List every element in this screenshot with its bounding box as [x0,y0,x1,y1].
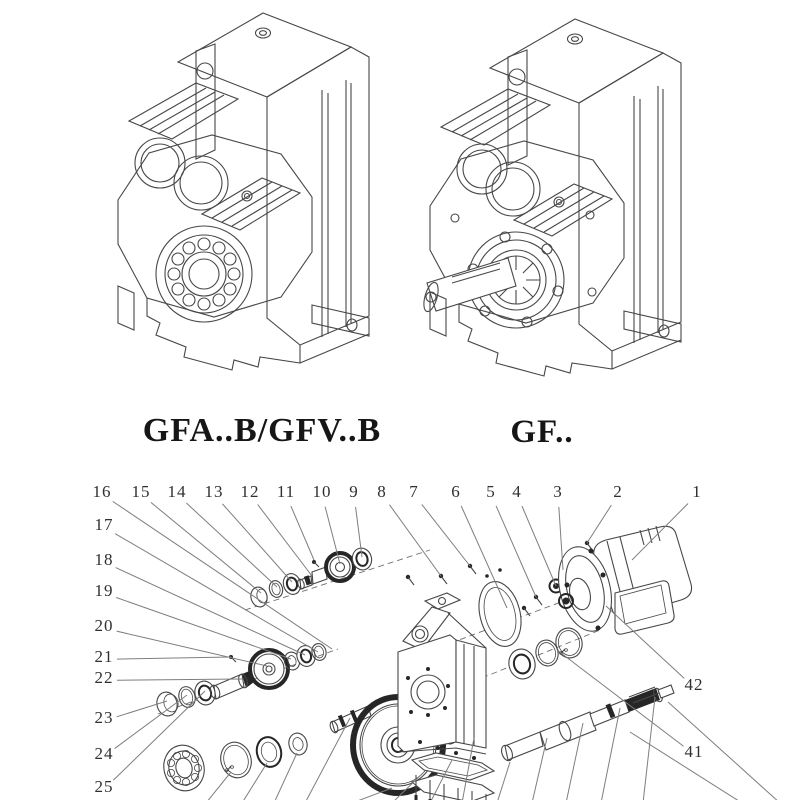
leader-line [559,507,563,570]
callout-label-7: 7 [409,482,419,501]
leader-line [389,505,441,576]
leader-line [151,502,261,593]
callout-label-12: 12 [240,482,260,501]
leader-line [115,695,187,749]
leader-line [117,631,267,666]
input-shaft-assembly [249,546,374,609]
callout-label-17: 17 [94,515,114,534]
leader-line [497,762,510,800]
callout-label-8: 8 [377,482,387,501]
leader-line [117,679,242,680]
leader-line [258,505,312,576]
callout-label-9: 9 [349,482,359,501]
leader-line [422,504,470,566]
caption-left-model: GFA..B/GFV..B [142,412,382,449]
leader-line [206,772,231,800]
callout-label-10: 10 [312,482,332,501]
callout-label-20: 20 [94,616,114,635]
leader-line [113,501,332,649]
leader-line [643,697,655,800]
callout-label-21: 21 [94,647,114,666]
leader-line [587,505,611,543]
leader-line [522,506,556,586]
leader-line [291,506,314,560]
callout-label-42: 42 [684,675,704,694]
callout-label-14: 14 [167,482,187,501]
figure-left-drawing [118,13,369,370]
callout-label-5: 5 [486,482,496,501]
leader-line [274,753,297,800]
callout-label-41: 41 [684,742,704,761]
leader-line [116,598,291,659]
callout-label-25: 25 [94,777,114,796]
callout-label-3: 3 [553,482,563,501]
callout-label-4: 4 [512,482,522,501]
callout-label-13: 13 [204,482,224,501]
gear-housing [398,593,486,754]
callout-label-6: 6 [451,482,461,501]
exploded-view [154,526,691,800]
caption-right-model: GF.. [510,414,574,450]
callout-label-19: 19 [94,581,114,600]
leader-line [117,657,231,659]
callout-label-16: 16 [92,482,112,501]
leader-line [242,763,267,800]
callout-label-18: 18 [94,550,114,569]
callout-label-11: 11 [276,482,296,501]
figure-right-drawing [421,19,681,376]
callout-label-1: 1 [692,482,702,501]
leader-line [186,503,277,587]
callout-label-23: 23 [94,708,114,727]
callout-label-15: 15 [131,482,151,501]
callout-label-2: 2 [613,482,623,501]
leader-line [305,718,350,800]
callout-label-22: 22 [94,668,114,687]
callout-label-24: 24 [94,744,114,763]
